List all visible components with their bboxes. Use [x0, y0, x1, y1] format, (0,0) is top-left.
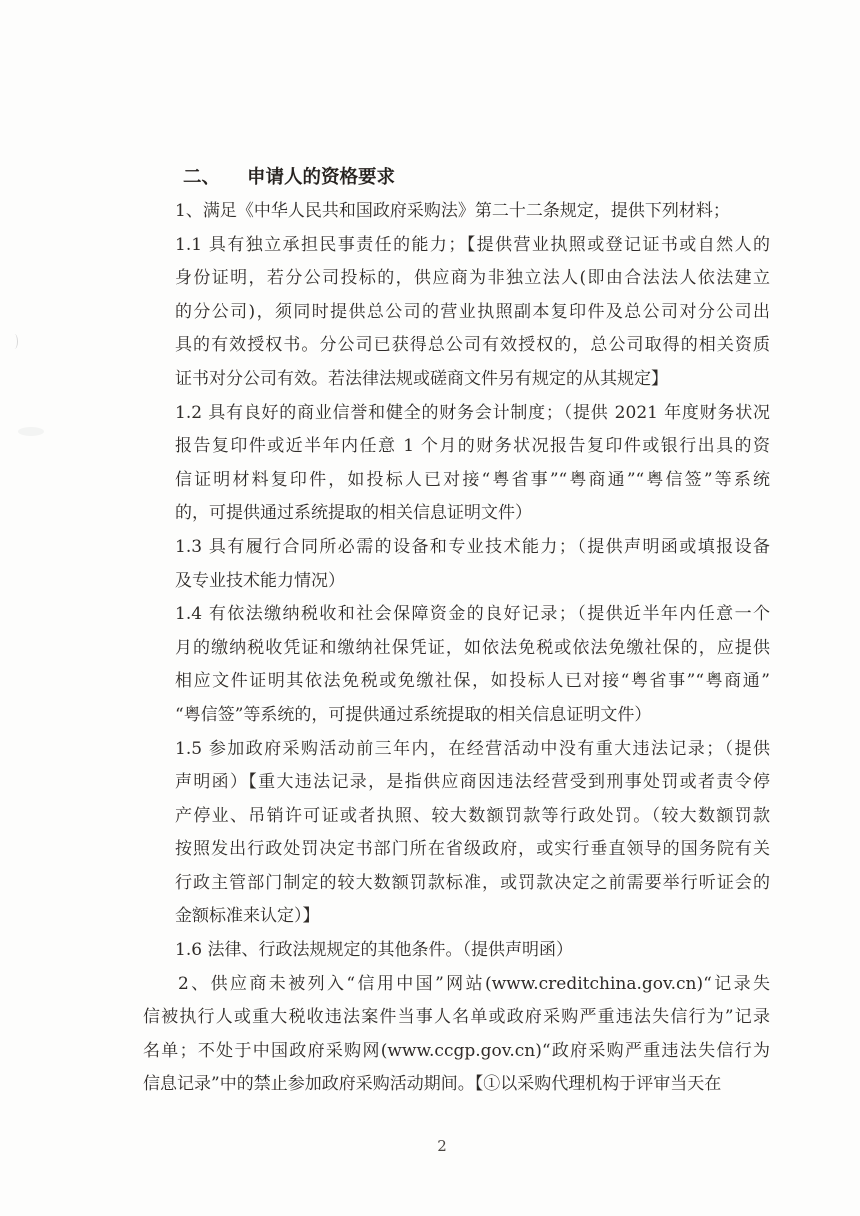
text-line: 证书对分公司有效。若法律法规或磋商文件另有规定的从其规定】 — [175, 368, 668, 389]
text-line: 的分公司)，须同时提供总公司的营业执照副本复印件及总公司对分公司出 — [175, 301, 770, 322]
text-line: 信证明材料复印件，如投标人已对接“粤省事”“粤商通”“粤信签”等系统 — [175, 469, 770, 490]
text-line: 月的缴纳税收凭证和缴纳社保凭证，如依法免税或依法免缴社保的，应提供 — [175, 637, 770, 658]
text-line: 1.5 参加政府采购活动前三年内，在经营活动中没有重大违法记录；（提供 — [175, 738, 770, 759]
section-heading-title: 申请人的资格要求 — [247, 167, 396, 188]
text-line: 1.1 具有独立承担民事责任的能力；【提供营业执照或登记证书或自然人的 — [175, 234, 770, 255]
text-line: 相应文件证明其依法免税或免缴社保，如投标人已对接“粤省事”“粤商通” — [175, 671, 770, 692]
scan-artifact — [18, 427, 44, 436]
text-line: 身份证明，若分公司投标的，供应商为非独立法人(即由合法法人依法建立 — [175, 268, 770, 289]
text-line: 行政主管部门制定的较大数额罚款标准，或罚款决定之前需要举行听证会的 — [175, 872, 770, 893]
text-line: 名单；不处于中国政府采购网(www.ccgp.gov.cn)“政府采购严重违法失信行为 — [143, 1040, 770, 1061]
text-line: 信被执行人或重大税收违法案件当事人名单或政府采购严重违法失信行为”记录 — [143, 1007, 770, 1028]
text-line: 报告复印件或近半年内任意 1 个月的财务状况报告复印件或银行出具的资 — [175, 436, 770, 457]
paragraph-1 — [175, 195, 770, 229]
page-number: 2 — [437, 1137, 447, 1155]
text-line: 产停业、吊销许可证或者执照、较大数额罚款等行政处罚。（较大数额罚款 — [175, 805, 770, 826]
text-line: 按照发出行政处罚决定书部门所在省级政府，或实行垂直领导的国务院有关 — [175, 839, 770, 860]
section-heading — [183, 161, 395, 195]
text-line: 1.3 具有履行合同所必需的设备和专业技术能力；（提供声明函或填报设备 — [175, 536, 770, 557]
paragraph-1-5 — [175, 733, 770, 935]
paragraph-1-2 — [175, 397, 770, 531]
text-line: 1、满足《中华人民共和国政府采购法》第二十二条规定，提供下列材料； — [175, 201, 730, 221]
text-line: 金额标准来认定）】 — [175, 906, 320, 927]
text-line: 具的有效授权书。分公司已获得总公司有效授权的，总公司取得的相关资质 — [175, 335, 770, 356]
text-line: 1.2 具有良好的商业信誉和健全的财务会计制度；（提供 2021 年度财务状况 — [175, 402, 770, 423]
paragraph-1-1 — [175, 229, 770, 397]
paragraph-1-6 — [175, 934, 770, 968]
text-line: 信息记录”中的禁止参加政府采购活动期间。【①以采购代理机构于评审当天在 — [143, 1074, 722, 1095]
section-heading-numeral: 二、 — [183, 167, 221, 188]
text-line: 1.6 法律、行政法规规定的其他条件。（提供声明函） — [175, 940, 573, 961]
text-line: 的，可提供通过系统提取的相关信息证明文件） — [175, 503, 532, 524]
paragraph-1-3 — [175, 531, 770, 598]
text-line: “粤信签”等系统的，可提供通过系统提取的相关信息证明文件） — [175, 704, 652, 725]
text-line: 声明函）【重大违法记录，是指供应商因违法经营受到刑事处罚或者责令停 — [175, 772, 770, 793]
paragraph-2 — [143, 968, 770, 1102]
paragraph-1-4 — [175, 598, 770, 732]
text-line: 1.4 有依法缴纳税收和社会保障资金的良好记录；（提供近半年内任意一个 — [175, 604, 770, 625]
document-body — [143, 195, 770, 1102]
text-line: 及专业技术能力情况） — [175, 570, 345, 591]
scan-artifact — [11, 334, 18, 349]
text-line: 2、供应商未被列入“信用中国”网站(www.creditchina.gov.cn)“记录失 — [178, 973, 770, 994]
